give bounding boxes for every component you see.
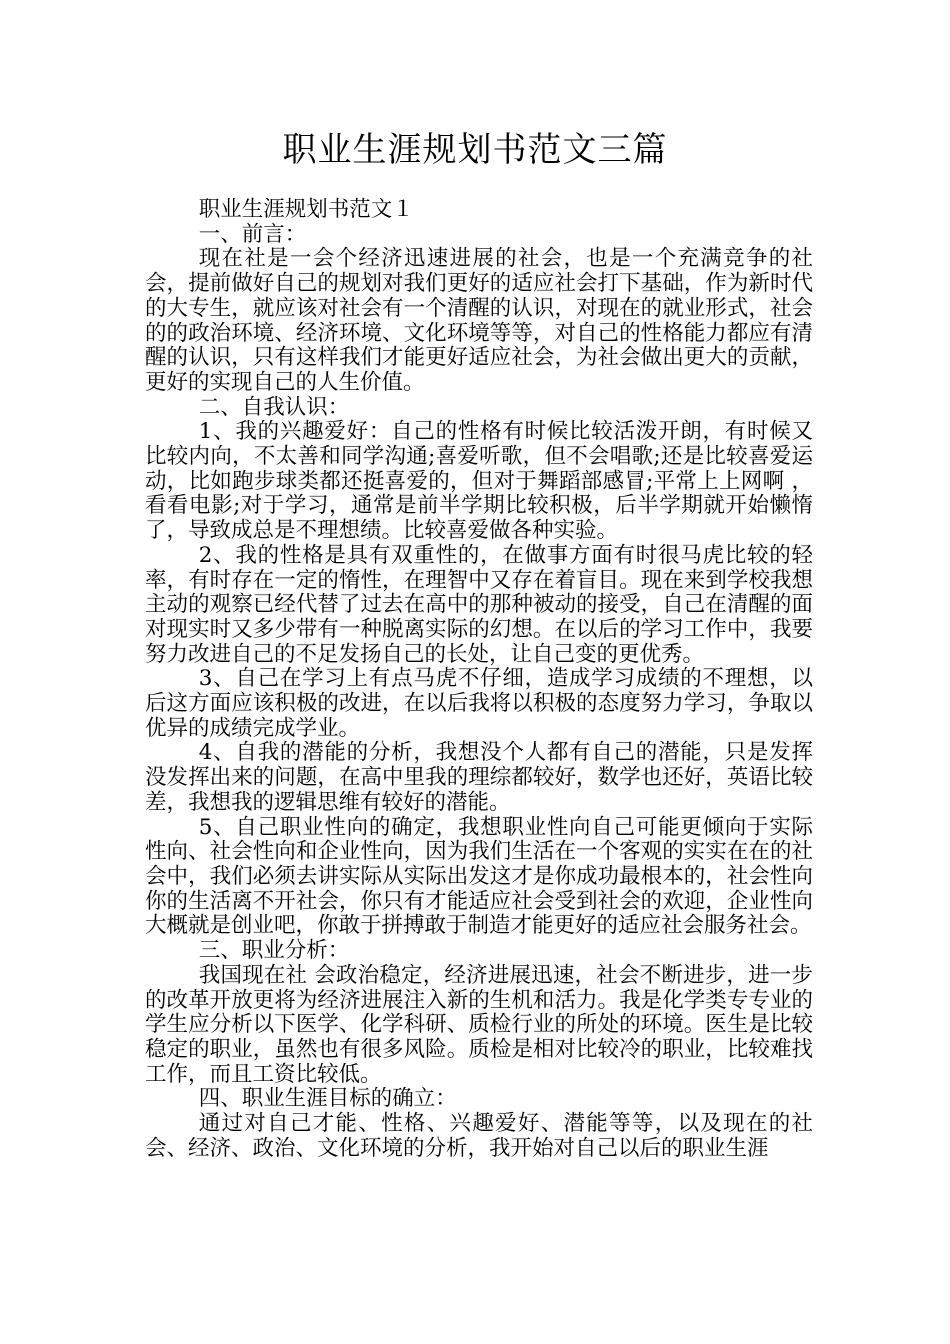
document-title: 职业生涯规划书范文三篇: [282, 130, 668, 170]
paragraph-career-goals: 通过对自己才能、性格、兴趣爱好、潜能等等，以及现在的社会、经济、政治、文化环境的分析，我开始对自己以后的职业生涯: [145, 1111, 813, 1161]
section-heading-preface: 一、前言：: [198, 221, 307, 247]
section-heading-career-analysis: 三、职业分析：: [198, 938, 350, 964]
paragraph-preface: 现在社是一会个经济迅速进展的社会，也是一个充满竞争的社会，提前做好自己的规划对我们更好的适应社会打下基础，作为新时代的大专生，就应该对社会有一个清醒的认识，对现在的就业形式，社会的的政治环境、经济环境、文化环境等等，对自己的性格能力都应有清醒的认识，只有这样我们才能更好适应社会，为社会做出更大的贡献，更好的实现自己的人生价值。: [145, 246, 813, 395]
essay-subtitle: 职业生涯规划书范文１: [198, 197, 414, 222]
section-heading-career-goals: 四、职业生涯目标的确立：: [198, 1086, 457, 1112]
paragraph-career-analysis: 我国现在社 会政治稳定，经济进展迅速，社会不断进步，进一步的改革开放更将为经济进展注入新的生机和活力。我是化学类专专业的学生应分析以下医学、化学科研、质检行业的所处的环境。医生是比较稳定的职业，虽然也有很多风险。质检是相对比较冷的职业，比较难找工作，而且工资比较低。: [145, 962, 813, 1087]
paragraph-interests: 1、我的兴趣爱好：自己的性格有时候比较活泼开朗，有时候又比较内向，不太善和同学沟通;喜爱听歌，但不会唱歌;还是比较喜爱运动，比如跑步球类都还挺喜爱的，但对于舞蹈部感冒;平常上上网啊 ，看看电影;对于学习，通常是前半学期比较积极，后半学期就开始懒惰了，导致成总是不理想绩。比较喜爱做各种实验。: [145, 419, 813, 544]
paragraph-study: 3、自己在学习上有点马虎不仔细，造成学习成绩的不理想，以后这方面应该积极的改进，在以后我将以积极的态度努力学习，争取以优异的成绩完成学业。: [145, 666, 813, 741]
paragraph-personality: 2、我的性格是具有双重性的，在做事方面有时很马虎比较的轻率，有时存在一定的惰性，在理智中又存在着盲目。现在来到学校我想主动的观察已经代替了过去在高中的那种被动的接受，自己在清醒的面对现实时又多少带有一种脱离实际的幻想。在以后的学习工作中，我要努力改进自己的不足发扬自己的长处，让自己变的更优秀。: [145, 542, 813, 667]
paragraph-career-orientation: 5、自己职业性向的确定，我想职业性向自己可能更倾向于实际性向、社会性向和企业性向，因为我们生活在一个客观的实实在在的社会中，我们必须去讲实际从实际出发这才是你成功最根本的，社会性向你的生活离不开社会，你只有才能适应社会受到社会的欢迎，企业性向大概就是创业吧，你敢于拼搏敢于制造才能更好的适应社会服务社会。: [145, 814, 813, 939]
document-body: [145, 198, 813, 1161]
section-heading-self-awareness: 二、自我认识：: [198, 394, 350, 420]
paragraph-potential: 4、自我的潜能的分析，我想没个人都有自己的潜能，只是发挥没发挥出来的问题，在高中里我的理综都较好，数学也还好，英语比较差，我想我的逻辑思维有较好的潜能。: [145, 740, 813, 815]
